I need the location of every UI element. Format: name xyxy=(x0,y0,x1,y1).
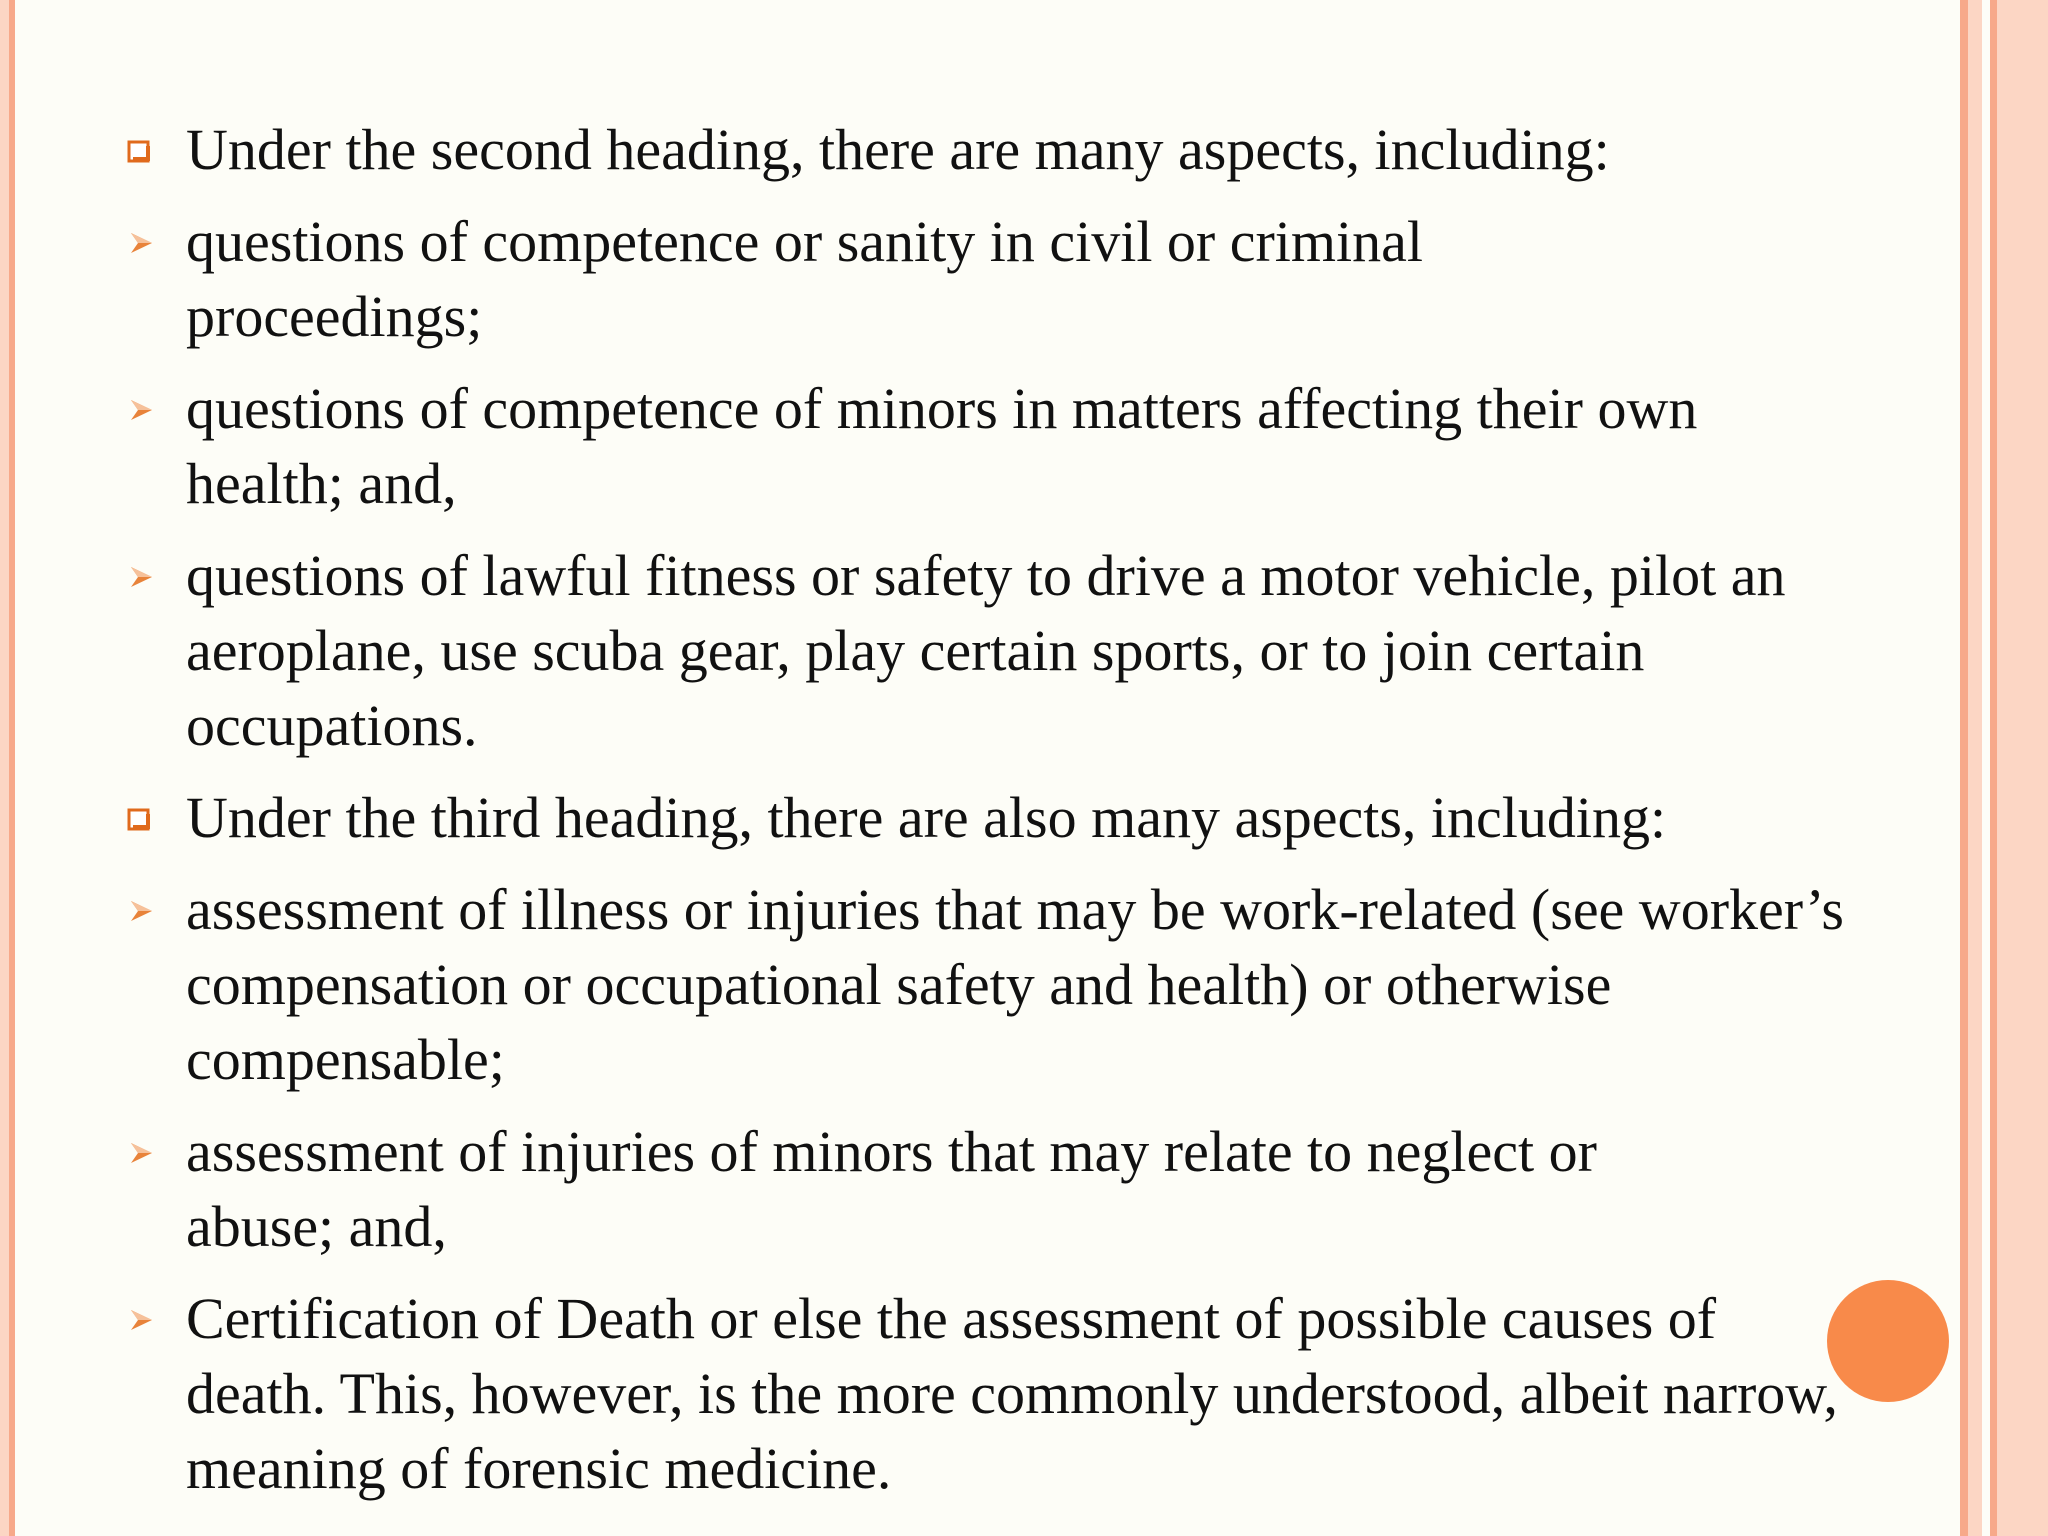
bullet-text: questions of competence or sanity in civil or criminal proceedings; xyxy=(186,209,1424,349)
bullet-item-arrow xyxy=(120,1114,1860,1264)
square-bullet-icon xyxy=(127,808,150,831)
bullet-item-arrow xyxy=(120,371,1860,521)
bullet-item-arrow xyxy=(120,1281,1860,1506)
left-border-stripe xyxy=(0,0,9,1536)
slide-content xyxy=(120,112,1860,1523)
arrow-bullet-icon xyxy=(128,397,154,423)
bullet-item-square xyxy=(120,780,1860,855)
arrow-bullet-icon xyxy=(128,1307,154,1333)
bullet-text: Certification of Death or else the assessment of possible causes of death. This, however, is the more commonly understood, albeit narrow, meaning of forensic medicine. xyxy=(186,1286,1838,1501)
left-border-stripe xyxy=(9,0,15,1536)
decorative-circle xyxy=(1827,1280,1949,1402)
bullet-item-arrow xyxy=(120,538,1860,763)
bullet-text: Under the second heading, there are many aspects, including: xyxy=(186,117,1610,182)
bullet-item-arrow xyxy=(120,204,1860,354)
bullet-text: questions of competence of minors in matters affecting their own health; and, xyxy=(186,376,1698,516)
right-border-stripe xyxy=(1997,0,2048,1536)
right-border-stripe xyxy=(1982,0,1990,1536)
bullet-item-arrow xyxy=(120,872,1860,1097)
bullet-text: assessment of illness or injuries that may be work-related (see worker’s compensation or occupational safety and health) or otherwise compensable; xyxy=(186,877,1844,1092)
arrow-bullet-icon xyxy=(128,898,154,924)
bullet-item-square xyxy=(120,112,1860,187)
bullet-text: questions of lawful fitness or safety to drive a motor vehicle, pilot an aeroplane, use scuba gear, play certain sports, or to join certain occupations. xyxy=(186,543,1786,758)
right-border-stripe xyxy=(1968,0,1982,1536)
arrow-bullet-icon xyxy=(128,230,154,256)
bullet-text: assessment of injuries of minors that may relate to neglect or abuse; and, xyxy=(186,1119,1597,1259)
bullet-text: Under the third heading, there are also many aspects, including: xyxy=(186,785,1667,850)
arrow-bullet-icon xyxy=(128,564,154,590)
right-border-stripe xyxy=(1960,0,1968,1536)
right-border-stripe xyxy=(1990,0,1997,1536)
arrow-bullet-icon xyxy=(128,1140,154,1166)
square-bullet-icon xyxy=(127,140,150,163)
